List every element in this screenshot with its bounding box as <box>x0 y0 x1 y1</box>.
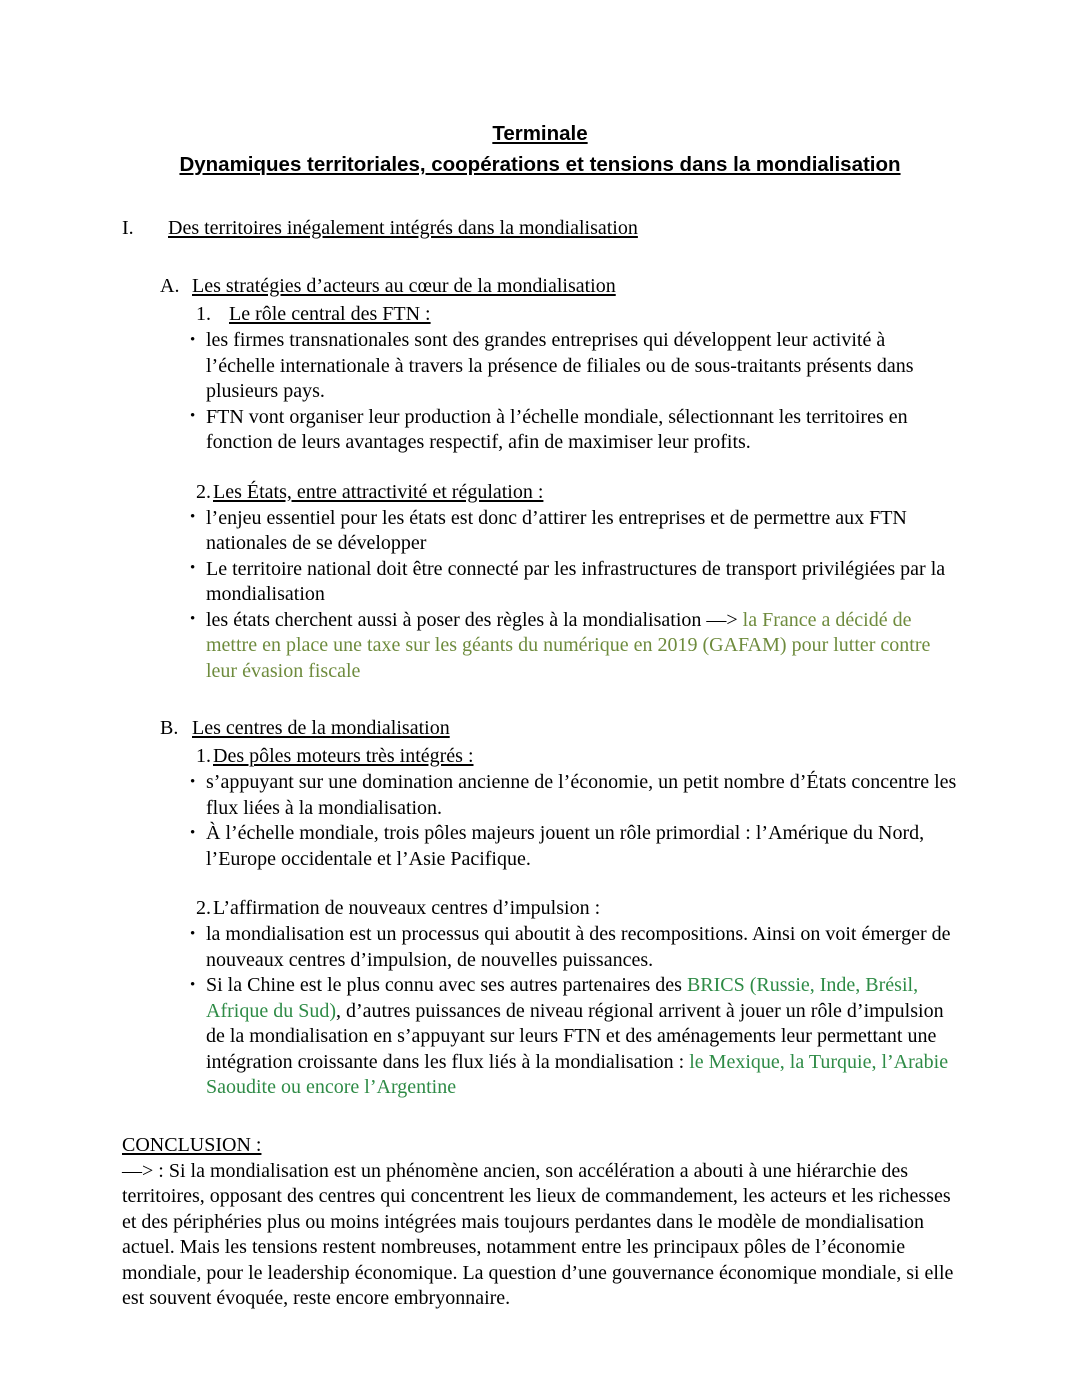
list-item-with-highlight <box>190 973 958 1101</box>
list-item: • À l’échelle mondiale, trois pôles majeurs jouent un rôle primordial : l’Amérique du Nord, l’Europe occidentale et l’Asie Pacifique. <box>190 821 958 872</box>
section-title-B: Les centres de la mondialisation <box>192 717 450 739</box>
document-title-level: Terminale <box>492 122 588 145</box>
section-marker-B: B. <box>160 717 179 739</box>
list-item-with-highlight <box>190 608 958 685</box>
section-marker-B2: 2. <box>196 897 211 919</box>
bullet-list-B1 <box>122 770 958 872</box>
list-item: • FTN vont organiser leur production à l’échelle mondiale, sélectionnant les territoires en fonction de leurs avantages respectif, afin de maximiser leur profits. <box>190 405 958 456</box>
section-title-A2: Les États, entre attractivité et régulation : <box>213 480 544 503</box>
section-marker-B1: 1. <box>196 745 211 767</box>
document-title-main: Dynamiques territoriales, coopérations et tensions dans la mondialisation <box>179 153 901 176</box>
spacer <box>122 456 958 478</box>
section-marker-A2: 2. <box>196 480 211 503</box>
bullet-text-highlight-brics: BRICS (Russie, Inde, Brésil, Afrique du Sud) <box>206 974 919 1022</box>
list-item: • Le territoire national doit être connecté par les infrastructures de transport privilégiées par la mondialisation <box>190 557 958 608</box>
section-heading-I <box>122 214 958 242</box>
section-heading-A1 <box>196 300 958 328</box>
section-marker-A1: 1. <box>196 303 211 325</box>
conclusion-paragraph: —> : Si la mondialisation est un phénomène ancien, son accélération a abouti à une hiérarchie des territoires, opposant des centres qui concentrent les lieux de commandement, les acteurs et les richesses et des périphéries plus ou moins intégrées mais toujours perdantes dans le modèle de mondialisation actuel. Mais les tensions restent nombreuses, notamment entre les principaux pôles de l’économie mondiale, pour le leadership économique. La question d’une gouvernance économique mondiale, si elle est souvent évoquée, reste encore embryonnaire. <box>122 1159 954 1309</box>
section-marker-I: I. <box>122 217 134 239</box>
list-item: • les firmes transnationales sont des grandes entreprises qui développent leur activité à l’échelle internationale à travers la présence de filiales ou de sous-traitants présents dans plusieurs pays. <box>190 328 958 405</box>
section-marker-A: A. <box>160 275 180 297</box>
section-title-I: Des territoires inégalement intégrés dans la mondialisation <box>168 217 638 239</box>
section-heading-B2 <box>196 894 958 922</box>
spacer <box>122 1101 958 1131</box>
list-item: • l’enjeu essentiel pour les états est donc d’attirer les entreprises et de permettre aux FTN nationales de se développer <box>190 506 958 557</box>
bullet-list-A1 <box>122 328 958 456</box>
section-title-B2: L’affirmation de nouveaux centres d’impulsion : <box>213 897 601 919</box>
section-heading-B1 <box>196 742 958 770</box>
conclusion-heading: CONCLUSION : <box>122 1133 262 1156</box>
bullet-text-black-1: Si la Chine est le plus connu avec ses autres partenaires des <box>206 974 682 996</box>
section-title-A: Les stratégies d’acteurs au cœur de la mondialisation <box>192 275 616 297</box>
bullet-list-A2 <box>122 506 958 685</box>
bullet-list-B2 <box>122 922 958 1101</box>
spacer <box>122 242 958 272</box>
list-item: • s’appuyant sur une domination ancienne de l’économie, un petit nombre d’États concentre les flux liées à la mondialisation. <box>190 770 958 821</box>
spacer <box>122 684 958 714</box>
bullet-text-highlight-emerging: le Mexique, la Turquie, l’Arabie Saoudite ou encore l’Argentine <box>206 1050 949 1098</box>
bullet-text-black: les états cherchent aussi à poser des règles à la mondialisation —> <box>206 608 738 631</box>
conclusion-block <box>122 1131 958 1312</box>
section-title-B1: Des pôles moteurs très intégrés : <box>213 745 474 767</box>
section-heading-A2 <box>196 478 958 506</box>
document-title-block <box>122 120 958 180</box>
section-heading-A <box>160 272 958 300</box>
section-title-A1: Le rôle central des FTN : <box>229 303 431 325</box>
section-heading-B <box>160 714 958 742</box>
list-item: • la mondialisation est un processus qui aboutit à des recompositions. Ainsi on voit émerger de nouveaux centres d’impulsion, de nouvelles puissances. <box>190 922 958 973</box>
bullet-text-black-2: , d’autres puissances de niveau régional arrivent à jouer un rôle d’impulsion de la mondialisation en s’appuyant sur leurs FTN et des aménagements leur permettant une intégration croissante dans les flux liés à la mondialisation : <box>206 999 944 1073</box>
bullet-text-highlight-gafam: la France a décidé de mettre en place une taxe sur les géants du numérique en 2019 (GAFAM) pour lutter contre leur évasion fiscale <box>206 608 931 682</box>
spacer <box>122 872 958 894</box>
